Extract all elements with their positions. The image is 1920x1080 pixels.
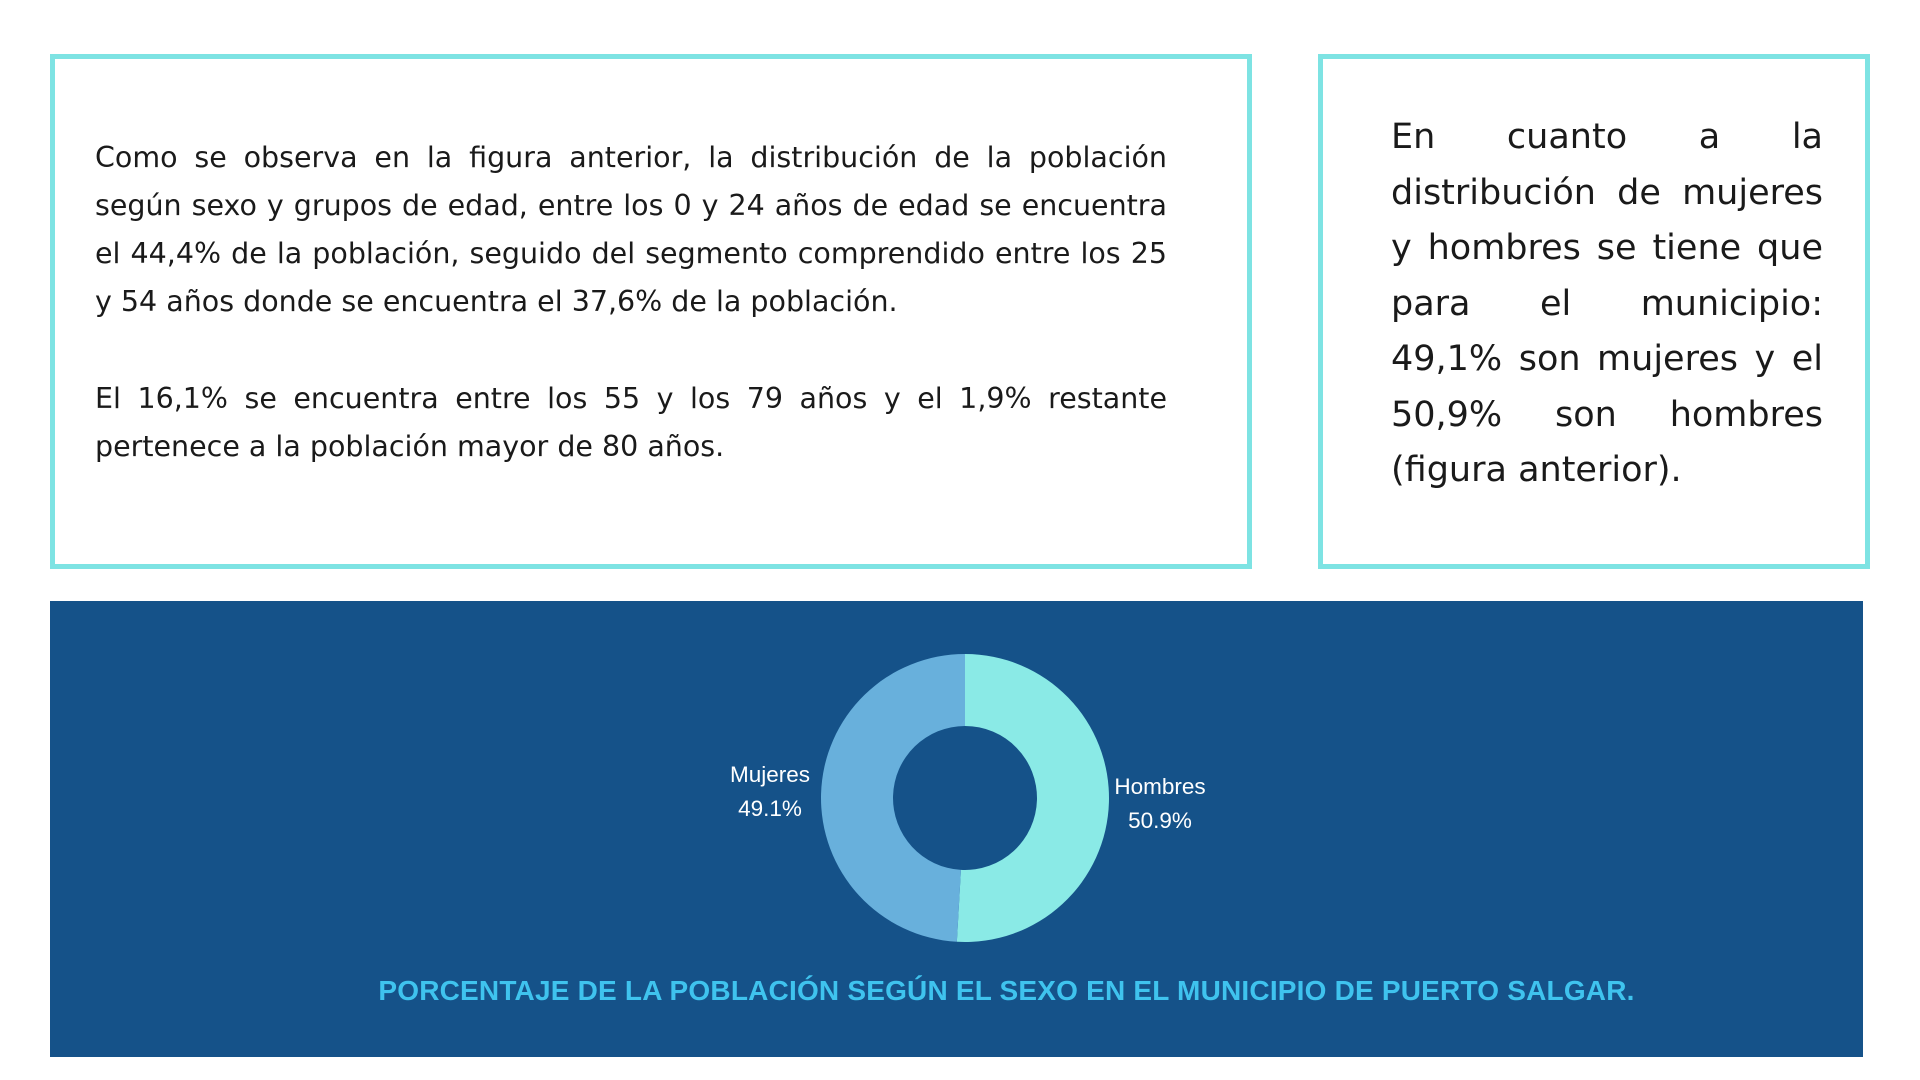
- slice-value-mujeres: 49.1%: [738, 796, 802, 821]
- slice-label-hombres: Hombres: [1114, 774, 1206, 799]
- donut-chart: [50, 601, 1863, 971]
- slice-value-hombres: 50.9%: [1128, 808, 1192, 833]
- description-box-right: [1318, 54, 1870, 569]
- chart-panel: [50, 601, 1863, 1057]
- age-distribution-paragraph: Como se observa en la figura anterior, la distribución de la población según sexo y grupos de edad, entre los 0 y 24 años de edad se encuentra el 44,4% de la población, seguido del segmento comprendido entre los 25 y 54 años donde se encuentra el 37,6% de la población.: [95, 141, 1167, 318]
- description-box-left: [50, 54, 1252, 569]
- sex-distribution-paragraph: En cuanto a la distribución de mujeres y hombres se tiene que para el municipio: 49,1% son mujeres y el 50,9% son hombres (figura anterior).: [1391, 117, 1823, 490]
- donut-slice-hombres: [957, 654, 1109, 942]
- older-population-paragraph: El 16,1% se encuentra entre los 55 y los 79 años y el 1,9% restante pertenece a la población mayor de 80 años.: [95, 382, 1167, 463]
- slice-label-mujeres: Mujeres: [729, 762, 811, 787]
- chart-title: PORCENTAJE DE LA POBLACIÓN SEGÚN EL SEXO EN EL MUNICIPIO DE PUERTO SALGAR.: [378, 975, 1635, 1006]
- donut-slice-mujeres: [821, 654, 965, 942]
